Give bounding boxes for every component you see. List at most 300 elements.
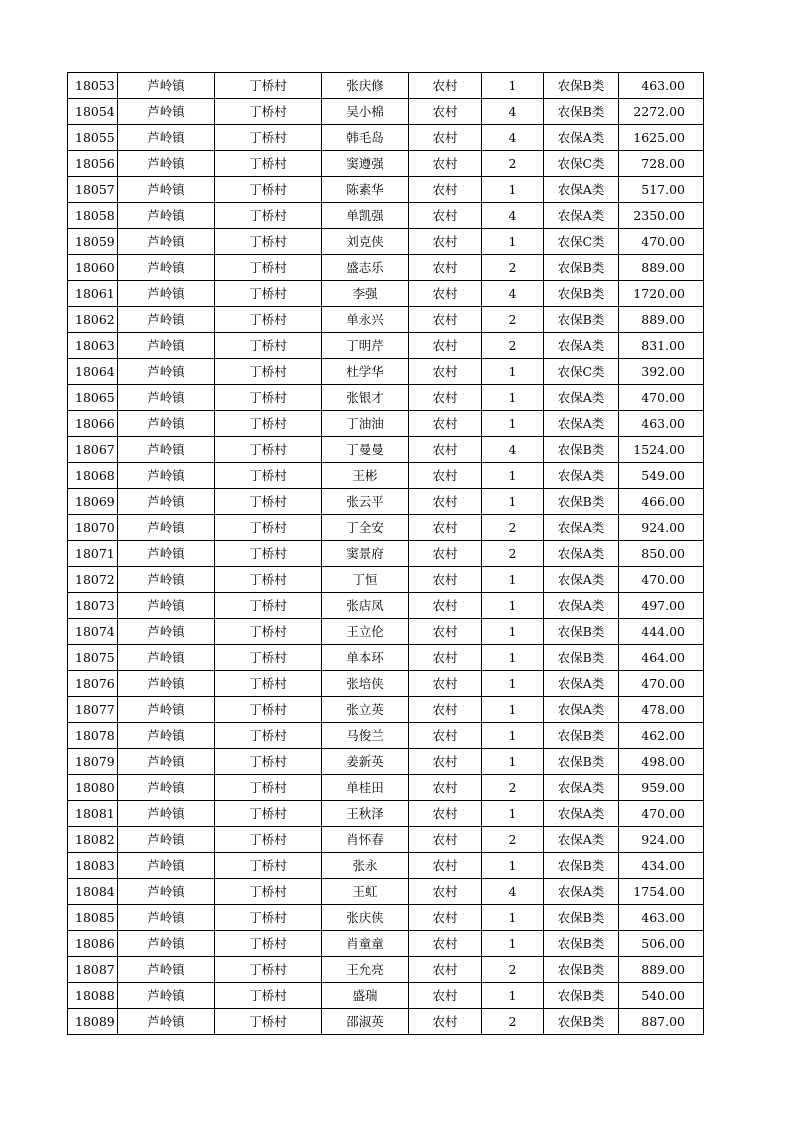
name-cell: 单凯强 [322, 203, 409, 229]
members-cell: 1 [482, 749, 544, 775]
amount-cell: 478.00 [619, 697, 704, 723]
table-row [68, 905, 704, 931]
category-cell: 农保A类 [544, 177, 619, 203]
name-cell: 丁曼曼 [322, 437, 409, 463]
members-cell: 1 [482, 385, 544, 411]
category-cell: 农保B类 [544, 905, 619, 931]
type-cell: 农村 [409, 645, 482, 671]
record-id-cell: 18055 [68, 125, 118, 151]
category-cell: 农保C类 [544, 359, 619, 385]
members-cell: 2 [482, 957, 544, 983]
record-id-cell: 18088 [68, 983, 118, 1009]
members-cell: 1 [482, 229, 544, 255]
amount-cell: 497.00 [619, 593, 704, 619]
town-cell: 芦岭镇 [118, 593, 215, 619]
town-cell: 芦岭镇 [118, 437, 215, 463]
type-cell: 农村 [409, 619, 482, 645]
table-row [68, 229, 704, 255]
amount-cell: 1720.00 [619, 281, 704, 307]
type-cell: 农村 [409, 931, 482, 957]
type-cell: 农村 [409, 905, 482, 931]
amount-cell: 889.00 [619, 307, 704, 333]
amount-cell: 392.00 [619, 359, 704, 385]
table-row [68, 801, 704, 827]
town-cell: 芦岭镇 [118, 73, 215, 99]
amount-cell: 462.00 [619, 723, 704, 749]
town-cell: 芦岭镇 [118, 801, 215, 827]
members-cell: 1 [482, 463, 544, 489]
members-cell: 1 [482, 177, 544, 203]
name-cell: 李强 [322, 281, 409, 307]
name-cell: 王虹 [322, 879, 409, 905]
amount-cell: 517.00 [619, 177, 704, 203]
village-cell: 丁桥村 [215, 1009, 322, 1035]
name-cell: 张店凤 [322, 593, 409, 619]
members-cell: 1 [482, 671, 544, 697]
category-cell: 农保A类 [544, 385, 619, 411]
table-row [68, 1009, 704, 1035]
type-cell: 农村 [409, 411, 482, 437]
record-id-cell: 18086 [68, 931, 118, 957]
village-cell: 丁桥村 [215, 125, 322, 151]
name-cell: 单永兴 [322, 307, 409, 333]
amount-cell: 470.00 [619, 671, 704, 697]
amount-cell: 470.00 [619, 229, 704, 255]
village-cell: 丁桥村 [215, 255, 322, 281]
town-cell: 芦岭镇 [118, 905, 215, 931]
members-cell: 2 [482, 333, 544, 359]
amount-cell: 444.00 [619, 619, 704, 645]
amount-cell: 464.00 [619, 645, 704, 671]
town-cell: 芦岭镇 [118, 957, 215, 983]
members-cell: 1 [482, 931, 544, 957]
type-cell: 农村 [409, 177, 482, 203]
record-id-cell: 18071 [68, 541, 118, 567]
name-cell: 刘克侠 [322, 229, 409, 255]
record-id-cell: 18059 [68, 229, 118, 255]
name-cell: 马俊兰 [322, 723, 409, 749]
record-id-cell: 18078 [68, 723, 118, 749]
village-cell: 丁桥村 [215, 671, 322, 697]
table-row [68, 515, 704, 541]
name-cell: 王立伦 [322, 619, 409, 645]
type-cell: 农村 [409, 229, 482, 255]
table-row [68, 125, 704, 151]
record-id-cell: 18085 [68, 905, 118, 931]
name-cell: 张庆修 [322, 73, 409, 99]
type-cell: 农村 [409, 203, 482, 229]
name-cell: 王彬 [322, 463, 409, 489]
name-cell: 窦景府 [322, 541, 409, 567]
record-id-cell: 18067 [68, 437, 118, 463]
amount-cell: 1625.00 [619, 125, 704, 151]
type-cell: 农村 [409, 125, 482, 151]
record-id-cell: 18075 [68, 645, 118, 671]
category-cell: 农保B类 [544, 931, 619, 957]
members-cell: 1 [482, 697, 544, 723]
record-id-cell: 18079 [68, 749, 118, 775]
town-cell: 芦岭镇 [118, 1009, 215, 1035]
type-cell: 农村 [409, 515, 482, 541]
amount-cell: 466.00 [619, 489, 704, 515]
type-cell: 农村 [409, 255, 482, 281]
amount-cell: 2350.00 [619, 203, 704, 229]
category-cell: 农保B类 [544, 645, 619, 671]
table-row [68, 827, 704, 853]
town-cell: 芦岭镇 [118, 411, 215, 437]
table-row [68, 723, 704, 749]
record-id-cell: 18063 [68, 333, 118, 359]
members-cell: 2 [482, 541, 544, 567]
members-cell: 1 [482, 489, 544, 515]
record-id-cell: 18081 [68, 801, 118, 827]
name-cell: 张银才 [322, 385, 409, 411]
village-cell: 丁桥村 [215, 333, 322, 359]
amount-cell: 887.00 [619, 1009, 704, 1035]
category-cell: 农保B类 [544, 281, 619, 307]
name-cell: 韩毛岛 [322, 125, 409, 151]
members-cell: 2 [482, 515, 544, 541]
town-cell: 芦岭镇 [118, 255, 215, 281]
members-cell: 4 [482, 437, 544, 463]
village-cell: 丁桥村 [215, 281, 322, 307]
record-id-cell: 18053 [68, 73, 118, 99]
name-cell: 杜学华 [322, 359, 409, 385]
town-cell: 芦岭镇 [118, 229, 215, 255]
town-cell: 芦岭镇 [118, 333, 215, 359]
table-row [68, 853, 704, 879]
village-cell: 丁桥村 [215, 931, 322, 957]
members-cell: 4 [482, 99, 544, 125]
record-id-cell: 18066 [68, 411, 118, 437]
table-row [68, 385, 704, 411]
record-id-cell: 18072 [68, 567, 118, 593]
record-id-cell: 18060 [68, 255, 118, 281]
name-cell: 张培侠 [322, 671, 409, 697]
village-cell: 丁桥村 [215, 905, 322, 931]
village-cell: 丁桥村 [215, 437, 322, 463]
name-cell: 肖童童 [322, 931, 409, 957]
village-cell: 丁桥村 [215, 411, 322, 437]
type-cell: 农村 [409, 567, 482, 593]
amount-cell: 959.00 [619, 775, 704, 801]
members-cell: 1 [482, 645, 544, 671]
members-cell: 2 [482, 1009, 544, 1035]
record-id-cell: 18089 [68, 1009, 118, 1035]
amount-cell: 470.00 [619, 801, 704, 827]
table-row [68, 489, 704, 515]
amount-cell: 470.00 [619, 567, 704, 593]
table-row [68, 983, 704, 1009]
town-cell: 芦岭镇 [118, 749, 215, 775]
town-cell: 芦岭镇 [118, 723, 215, 749]
village-cell: 丁桥村 [215, 177, 322, 203]
type-cell: 农村 [409, 73, 482, 99]
town-cell: 芦岭镇 [118, 775, 215, 801]
type-cell: 农村 [409, 359, 482, 385]
table-row [68, 463, 704, 489]
category-cell: 农保B类 [544, 749, 619, 775]
name-cell: 吴小棉 [322, 99, 409, 125]
town-cell: 芦岭镇 [118, 853, 215, 879]
town-cell: 芦岭镇 [118, 879, 215, 905]
subsidy-table [67, 72, 704, 1035]
table-row [68, 879, 704, 905]
category-cell: 农保B类 [544, 437, 619, 463]
name-cell: 丁油油 [322, 411, 409, 437]
members-cell: 4 [482, 203, 544, 229]
category-cell: 农保B类 [544, 853, 619, 879]
amount-cell: 831.00 [619, 333, 704, 359]
category-cell: 农保B类 [544, 983, 619, 1009]
record-id-cell: 18073 [68, 593, 118, 619]
record-id-cell: 18057 [68, 177, 118, 203]
name-cell: 盛志乐 [322, 255, 409, 281]
category-cell: 农保C类 [544, 151, 619, 177]
name-cell: 陈素华 [322, 177, 409, 203]
members-cell: 1 [482, 73, 544, 99]
members-cell: 2 [482, 151, 544, 177]
village-cell: 丁桥村 [215, 645, 322, 671]
village-cell: 丁桥村 [215, 203, 322, 229]
table-row [68, 151, 704, 177]
type-cell: 农村 [409, 385, 482, 411]
village-cell: 丁桥村 [215, 73, 322, 99]
name-cell: 王允亮 [322, 957, 409, 983]
members-cell: 1 [482, 411, 544, 437]
name-cell: 丁恒 [322, 567, 409, 593]
category-cell: 农保A类 [544, 125, 619, 151]
village-cell: 丁桥村 [215, 489, 322, 515]
members-cell: 1 [482, 905, 544, 931]
name-cell: 单本环 [322, 645, 409, 671]
record-id-cell: 18080 [68, 775, 118, 801]
members-cell: 2 [482, 775, 544, 801]
name-cell: 张立英 [322, 697, 409, 723]
category-cell: 农保B类 [544, 723, 619, 749]
category-cell: 农保B类 [544, 1009, 619, 1035]
category-cell: 农保B类 [544, 307, 619, 333]
category-cell: 农保A类 [544, 775, 619, 801]
town-cell: 芦岭镇 [118, 671, 215, 697]
village-cell: 丁桥村 [215, 229, 322, 255]
amount-cell: 889.00 [619, 255, 704, 281]
table-row [68, 411, 704, 437]
members-cell: 2 [482, 827, 544, 853]
category-cell: 农保B类 [544, 73, 619, 99]
village-cell: 丁桥村 [215, 697, 322, 723]
amount-cell: 1754.00 [619, 879, 704, 905]
name-cell: 邵淑英 [322, 1009, 409, 1035]
amount-cell: 728.00 [619, 151, 704, 177]
village-cell: 丁桥村 [215, 775, 322, 801]
table-row [68, 255, 704, 281]
town-cell: 芦岭镇 [118, 281, 215, 307]
village-cell: 丁桥村 [215, 983, 322, 1009]
members-cell: 1 [482, 853, 544, 879]
village-cell: 丁桥村 [215, 957, 322, 983]
type-cell: 农村 [409, 437, 482, 463]
document-page [67, 72, 704, 1035]
town-cell: 芦岭镇 [118, 489, 215, 515]
category-cell: 农保B类 [544, 255, 619, 281]
category-cell: 农保A类 [544, 463, 619, 489]
amount-cell: 434.00 [619, 853, 704, 879]
town-cell: 芦岭镇 [118, 151, 215, 177]
type-cell: 农村 [409, 801, 482, 827]
village-cell: 丁桥村 [215, 463, 322, 489]
category-cell: 农保A类 [544, 801, 619, 827]
type-cell: 农村 [409, 307, 482, 333]
table-row [68, 619, 704, 645]
town-cell: 芦岭镇 [118, 619, 215, 645]
town-cell: 芦岭镇 [118, 359, 215, 385]
town-cell: 芦岭镇 [118, 177, 215, 203]
record-id-cell: 18070 [68, 515, 118, 541]
type-cell: 农村 [409, 671, 482, 697]
amount-cell: 463.00 [619, 411, 704, 437]
town-cell: 芦岭镇 [118, 827, 215, 853]
record-id-cell: 18054 [68, 99, 118, 125]
town-cell: 芦岭镇 [118, 541, 215, 567]
village-cell: 丁桥村 [215, 541, 322, 567]
table-row [68, 671, 704, 697]
record-id-cell: 18069 [68, 489, 118, 515]
village-cell: 丁桥村 [215, 619, 322, 645]
category-cell: 农保B类 [544, 489, 619, 515]
type-cell: 农村 [409, 593, 482, 619]
village-cell: 丁桥村 [215, 593, 322, 619]
category-cell: 农保A类 [544, 541, 619, 567]
amount-cell: 506.00 [619, 931, 704, 957]
town-cell: 芦岭镇 [118, 307, 215, 333]
amount-cell: 463.00 [619, 73, 704, 99]
category-cell: 农保A类 [544, 203, 619, 229]
category-cell: 农保A类 [544, 333, 619, 359]
table-row [68, 697, 704, 723]
amount-cell: 850.00 [619, 541, 704, 567]
table-row [68, 73, 704, 99]
village-cell: 丁桥村 [215, 879, 322, 905]
members-cell: 1 [482, 359, 544, 385]
record-id-cell: 18062 [68, 307, 118, 333]
amount-cell: 1524.00 [619, 437, 704, 463]
record-id-cell: 18084 [68, 879, 118, 905]
type-cell: 农村 [409, 333, 482, 359]
record-id-cell: 18068 [68, 463, 118, 489]
type-cell: 农村 [409, 957, 482, 983]
name-cell: 王秋泽 [322, 801, 409, 827]
members-cell: 1 [482, 723, 544, 749]
record-id-cell: 18056 [68, 151, 118, 177]
table-row [68, 99, 704, 125]
village-cell: 丁桥村 [215, 99, 322, 125]
town-cell: 芦岭镇 [118, 463, 215, 489]
category-cell: 农保A类 [544, 593, 619, 619]
record-id-cell: 18082 [68, 827, 118, 853]
town-cell: 芦岭镇 [118, 385, 215, 411]
town-cell: 芦岭镇 [118, 645, 215, 671]
record-id-cell: 18064 [68, 359, 118, 385]
record-id-cell: 18077 [68, 697, 118, 723]
town-cell: 芦岭镇 [118, 697, 215, 723]
village-cell: 丁桥村 [215, 853, 322, 879]
category-cell: 农保B类 [544, 99, 619, 125]
table-row [68, 957, 704, 983]
type-cell: 农村 [409, 775, 482, 801]
name-cell: 肖怀春 [322, 827, 409, 853]
name-cell: 窦遵强 [322, 151, 409, 177]
table-row [68, 749, 704, 775]
type-cell: 农村 [409, 749, 482, 775]
village-cell: 丁桥村 [215, 827, 322, 853]
record-id-cell: 18061 [68, 281, 118, 307]
members-cell: 4 [482, 125, 544, 151]
record-id-cell: 18065 [68, 385, 118, 411]
amount-cell: 463.00 [619, 905, 704, 931]
category-cell: 农保C类 [544, 229, 619, 255]
category-cell: 农保A类 [544, 879, 619, 905]
category-cell: 农保A类 [544, 827, 619, 853]
record-id-cell: 18058 [68, 203, 118, 229]
record-id-cell: 18087 [68, 957, 118, 983]
category-cell: 农保A类 [544, 515, 619, 541]
table-row [68, 333, 704, 359]
name-cell: 张云平 [322, 489, 409, 515]
record-id-cell: 18076 [68, 671, 118, 697]
name-cell: 单桂田 [322, 775, 409, 801]
town-cell: 芦岭镇 [118, 125, 215, 151]
name-cell: 丁明芹 [322, 333, 409, 359]
village-cell: 丁桥村 [215, 749, 322, 775]
name-cell: 姜新英 [322, 749, 409, 775]
amount-cell: 549.00 [619, 463, 704, 489]
table-row [68, 203, 704, 229]
town-cell: 芦岭镇 [118, 203, 215, 229]
name-cell: 张庆侠 [322, 905, 409, 931]
type-cell: 农村 [409, 879, 482, 905]
amount-cell: 540.00 [619, 983, 704, 1009]
members-cell: 1 [482, 619, 544, 645]
amount-cell: 924.00 [619, 827, 704, 853]
village-cell: 丁桥村 [215, 385, 322, 411]
members-cell: 1 [482, 593, 544, 619]
category-cell: 农保A类 [544, 697, 619, 723]
town-cell: 芦岭镇 [118, 99, 215, 125]
amount-cell: 470.00 [619, 385, 704, 411]
table-body [68, 73, 704, 1035]
members-cell: 1 [482, 983, 544, 1009]
members-cell: 2 [482, 255, 544, 281]
members-cell: 4 [482, 879, 544, 905]
amount-cell: 924.00 [619, 515, 704, 541]
members-cell: 4 [482, 281, 544, 307]
table-row [68, 281, 704, 307]
village-cell: 丁桥村 [215, 723, 322, 749]
village-cell: 丁桥村 [215, 567, 322, 593]
type-cell: 农村 [409, 489, 482, 515]
table-row [68, 437, 704, 463]
village-cell: 丁桥村 [215, 151, 322, 177]
table-row [68, 307, 704, 333]
members-cell: 2 [482, 307, 544, 333]
members-cell: 1 [482, 567, 544, 593]
table-row [68, 177, 704, 203]
type-cell: 农村 [409, 151, 482, 177]
type-cell: 农村 [409, 463, 482, 489]
village-cell: 丁桥村 [215, 307, 322, 333]
town-cell: 芦岭镇 [118, 983, 215, 1009]
